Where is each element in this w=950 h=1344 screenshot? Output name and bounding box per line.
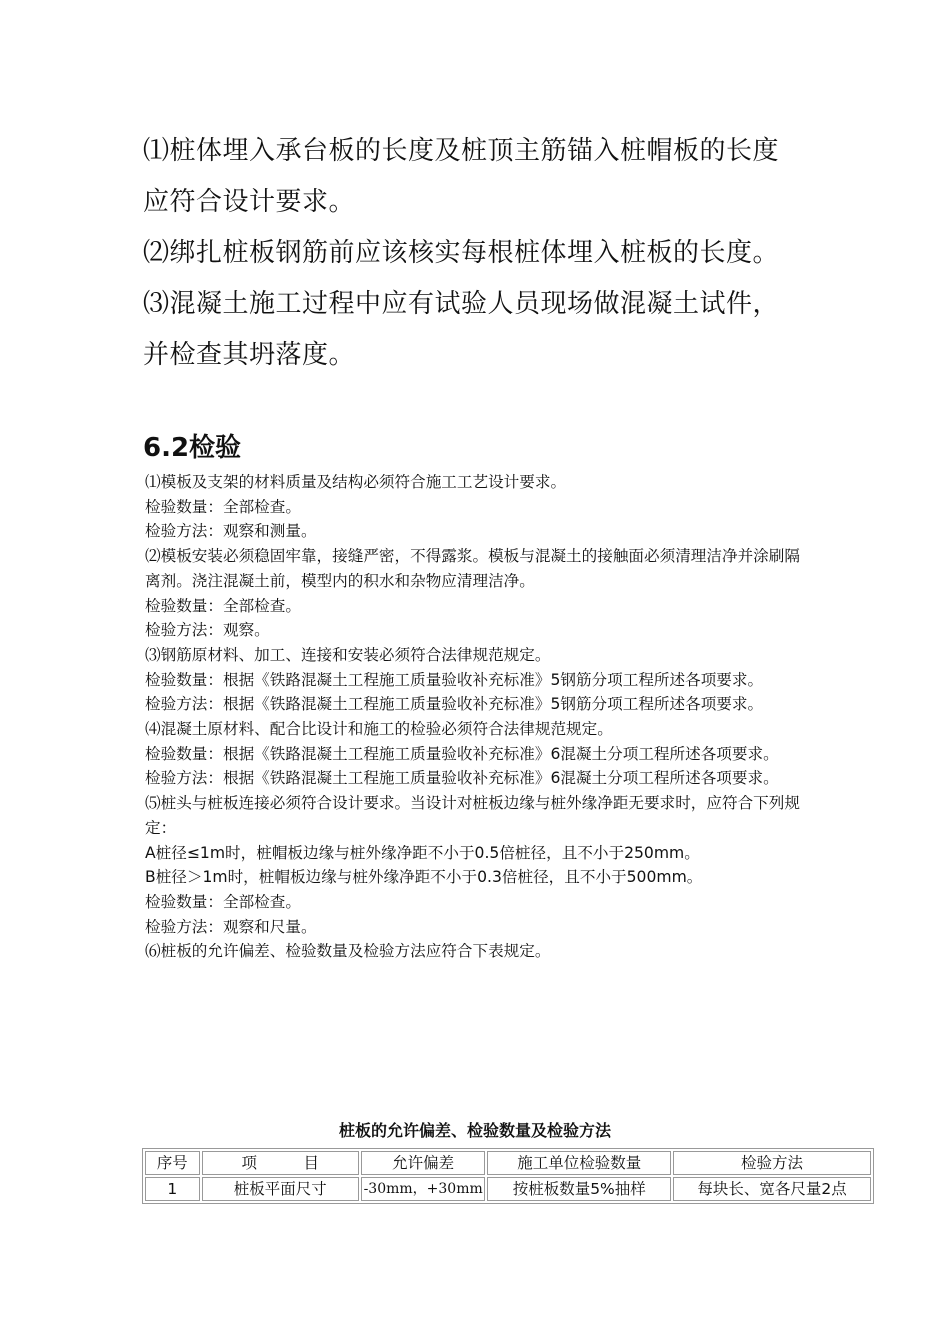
body-paragraph: 检验方法：观察和尺量。	[145, 917, 317, 936]
body-paragraph: ⑹桩板的允许偏差、检验数量及检验方法应符合下表规定。	[145, 942, 551, 961]
table-cell: 1	[145, 1177, 200, 1201]
body-paragraph: ⑶钢筋原材料、加工、连接和安装必须符合法律规范规定。	[145, 645, 551, 664]
body-paragraph: ⑴模板及支架的材料质量及结构必须符合施工工艺设计要求。	[145, 473, 567, 491]
body-paragraph: 检验数量：全部检查。	[145, 892, 301, 911]
body-paragraph: 检验数量：全部检查。	[145, 497, 301, 516]
body-paragraph: A桩径≤1m时，桩帽板边缘与桩外缘净距不小于0.5倍桩径，且不小于250mm。	[145, 843, 700, 862]
table-cell: 桩板平面尺寸	[202, 1177, 359, 1201]
header-cell: 序号	[145, 1151, 200, 1175]
header-cell: 允许偏差	[361, 1151, 485, 1175]
inspection-section	[145, 470, 805, 964]
table-title: 桩板的允许偏差、检验数量及检验方法	[338, 1121, 611, 1140]
body-paragraph: B桩径＞1m时，桩帽板边缘与桩外缘净距不小于0.3倍桩径，且不小于500mm。	[145, 868, 703, 887]
body-paragraph: 检验方法：根据《铁路混凝土工程施工质量验收补充标准》6混凝土分项工程所述各项要求。	[145, 769, 779, 788]
table-cell: 每块长、宽各尺量2点	[673, 1177, 871, 1201]
section-heading: 6.2检验	[143, 433, 242, 463]
body-paragraph: 检验数量：根据《铁路混凝土工程施工质量验收补充标准》5钢筋分项工程所述各项要求。	[145, 670, 764, 689]
intro-paragraph: ⑶混凝土施工过程中应有试验人员现场做混凝土试件，并检查其坍落度。	[143, 289, 780, 370]
body-paragraph: 检验方法：观察。	[145, 621, 270, 640]
header-cell: 施工单位检验数量	[487, 1151, 671, 1175]
intro-paragraph: ⑵绑扎桩板钢筋前应该核实每根桩体埋入桩板的长度。	[143, 238, 780, 268]
body-paragraph: ⑵模板安装必须稳固牢靠，接缝严密，不得露浆。模板与混凝土的接触面必须清理洁净并涂刷隔离剂。浇注混凝土前，模型内的积水和杂物应清理洁净。	[145, 547, 800, 590]
body-paragraph: 检验数量：根据《铁路混凝土工程施工质量验收补充标准》6混凝土分项工程所述各项要求。	[145, 744, 779, 763]
body-paragraph: 检验数量：全部检查。	[145, 596, 301, 615]
table-cell: 按桩板数量5%抽样	[487, 1177, 671, 1201]
table-header-row	[145, 1151, 871, 1175]
body-paragraph: 检验方法：观察和测量。	[145, 522, 317, 541]
intro-paragraph: ⑴桩体埋入承台板的长度及桩顶主筋锚入桩帽板的长度应符合设计要求。	[143, 136, 780, 217]
body-paragraph: ⑷混凝土原材料、配合比设计和施工的检验必须符合法律规范规定。	[145, 720, 613, 739]
table-row	[145, 1177, 871, 1201]
header-cell: 检验方法	[673, 1151, 871, 1175]
tolerance-table	[142, 1148, 874, 1204]
body-paragraph: 检验方法：根据《铁路混凝土工程施工质量验收补充标准》5钢筋分项工程所述各项要求。	[145, 695, 764, 714]
intro-section	[143, 126, 793, 381]
table-cell: -30mm，+30mm	[361, 1177, 485, 1201]
body-paragraph: ⑸桩头与桩板连接必须符合设计要求。当设计对桩板边缘与桩外缘净距无要求时，应符合下列规定：	[145, 794, 800, 837]
header-cell: 项 目	[202, 1151, 359, 1175]
